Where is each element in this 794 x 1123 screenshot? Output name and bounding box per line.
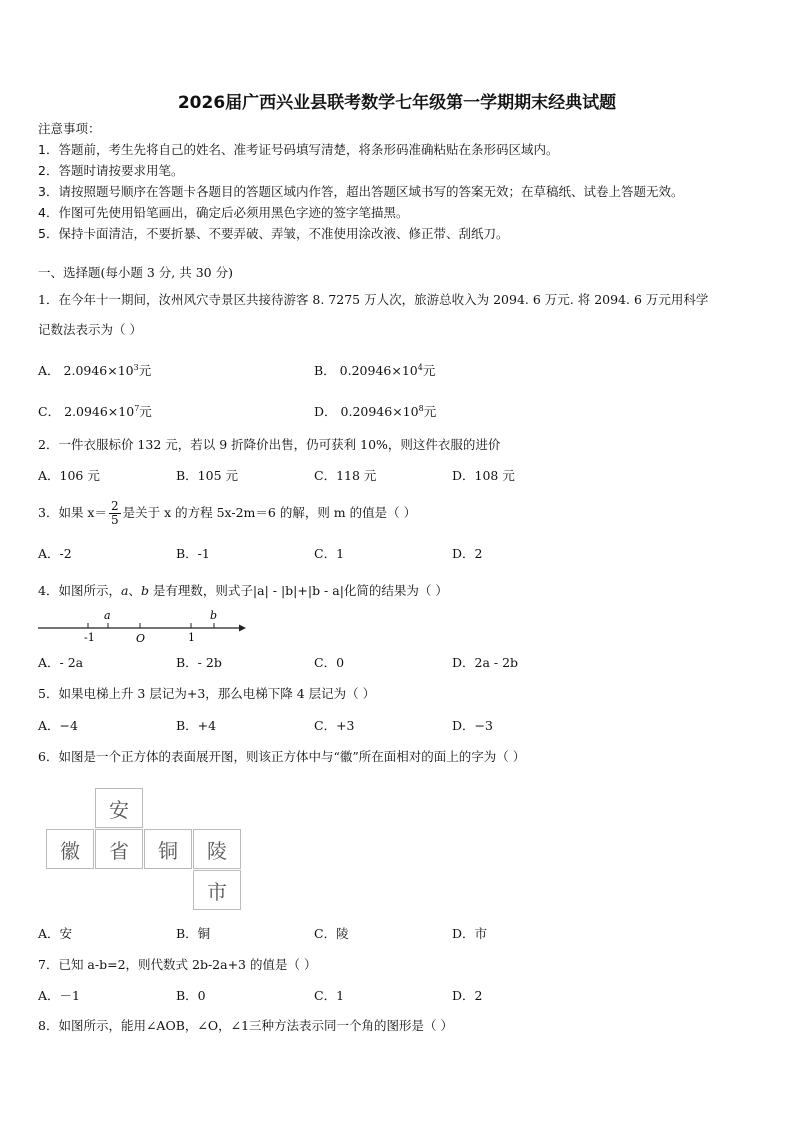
q2-text: 2．一件衣服标价 132 元，若以 9 折降价出售，仍可获利 10%，则这件衣服的进价 xyxy=(38,437,501,452)
notice-item-5: 5．保持卡面清洁，不要折暴、不要弄破、弄皱，不准使用涂改液、修正带、刮纸刀。 xyxy=(38,226,509,241)
net-cell-hui: 徽 xyxy=(46,829,94,869)
q7-option-d[interactable]: D．2 xyxy=(452,988,483,1003)
q1-option-d[interactable]: D． $0.20946\times 10^8$元 xyxy=(314,404,437,420)
axis-label-one: 1 xyxy=(188,631,195,644)
q2-option-b[interactable]: B．105 元 xyxy=(176,468,239,483)
q1-option-b[interactable]: B． $0.20946\times 10^4$元 xyxy=(314,363,436,379)
q3-option-b[interactable]: B．-1 xyxy=(176,546,210,561)
net-cell-sheng: 省 xyxy=(95,829,143,869)
q5-option-a[interactable]: A．−4 xyxy=(38,718,78,733)
q1-option-c[interactable]: C． $2.0946\times 10^7$元 xyxy=(38,404,152,420)
notice-item-2: 2．答题时请按要求用笔。 xyxy=(38,163,184,178)
axis-point-a: a xyxy=(104,609,111,622)
net-cell-ling: 陵 xyxy=(193,829,241,869)
page-title: 2026届广西兴业县联考数学七年级第一学期期末经典试题 xyxy=(177,93,617,113)
q3-fraction: $\frac{2}{5}$ xyxy=(110,499,119,527)
q4-text: 4．如图所示，a、b 是有理数，则式子|a| - |b|+|b - a|化简的结果为（ ） xyxy=(38,583,448,598)
notice-item-3: 3．请按照题号顺序在答题卡各题目的答题区域内作答，超出答题区域书写的答案无效；在草稿纸、试卷上答题无效。 xyxy=(38,184,684,199)
number-line-figure xyxy=(36,606,252,646)
q2-option-d[interactable]: D．108 元 xyxy=(452,468,515,483)
q4-option-b[interactable]: B．- 2b xyxy=(176,655,222,670)
q7-option-a[interactable]: A．－1 xyxy=(38,988,80,1003)
q5-option-c[interactable]: C．+3 xyxy=(314,718,355,733)
q6-text: 6．如图是一个正方体的表面展开图，则该正方体中与“徽”所在面相对的面上的字为（ ） xyxy=(38,749,526,764)
q3-option-c[interactable]: C．1 xyxy=(314,546,345,561)
q5-option-d[interactable]: D．−3 xyxy=(452,718,493,733)
q2-option-a[interactable]: A．106 元 xyxy=(38,468,100,483)
notice-item-1: 1．答题前，考生先将自己的姓名、准考证号码填写清楚，将条形码准确粘贴在条形码区域内。 xyxy=(38,142,559,157)
q1-option-a[interactable]: A． $2.0946\times 10^3$元 xyxy=(38,363,152,379)
q6-option-c[interactable]: C．陵 xyxy=(314,926,349,941)
q1-text-line1: 1．在今年十一期间，汝州风穴寺景区共接待游客 8. 7275 万人次，旅游总收入为 2094. 6 万元. 将 2094. 6 万元用科学 xyxy=(38,292,709,307)
q5-text: 5．如果电梯上升 3 层记为+3，那么电梯下降 4 层记为（ ） xyxy=(38,686,376,701)
section-heading: 一、选择题(每小题 3 分, 共 30 分) xyxy=(38,265,233,280)
q7-text: 7．已知 a-b=2，则代数式 2b-2a+3 的值是（ ） xyxy=(38,957,317,972)
q3-text: 3．如果 x＝ $\frac{2}{5}$ 是关于 x 的方程 5x-2m＝6 的解，则 m 的值是（ ） xyxy=(38,499,417,527)
q6-option-b[interactable]: B．铜 xyxy=(176,926,211,941)
net-cell-an: 安 xyxy=(95,788,143,828)
axis-point-b: b xyxy=(210,609,218,622)
q3-option-d[interactable]: D．2 xyxy=(452,546,483,561)
q6-option-a[interactable]: A．安 xyxy=(38,926,73,941)
net-cell-shi: 市 xyxy=(193,870,241,910)
q4-option-a[interactable]: A．- 2a xyxy=(38,655,84,670)
axis-label-origin: O xyxy=(136,632,146,645)
q8-text: 8．如图所示，能用∠AOB，∠O，∠1三种方法表示同一个角的图形是（ ） xyxy=(38,1018,454,1033)
q5-option-b[interactable]: B．+4 xyxy=(176,718,217,733)
q3-option-a[interactable]: A．-2 xyxy=(38,546,72,561)
q4-option-c[interactable]: C．0 xyxy=(314,655,345,670)
q1-text-line2: 记数法表示为（ ） xyxy=(38,322,142,337)
q6-option-d[interactable]: D．市 xyxy=(452,926,488,941)
axis-label-minus1: -1 xyxy=(84,631,95,644)
notice-item-4: 4．作图可先使用铅笔画出，确定后必须用黑色字迹的签字笔描黑。 xyxy=(38,205,409,220)
q7-option-b[interactable]: B．0 xyxy=(176,988,206,1003)
q2-option-c[interactable]: C．118 元 xyxy=(314,468,377,483)
q7-option-c[interactable]: C．1 xyxy=(314,988,345,1003)
net-cell-tong: 铜 xyxy=(144,829,192,869)
q4-option-d[interactable]: D．2a - 2b xyxy=(452,655,519,670)
notice-heading: 注意事项： xyxy=(38,121,101,136)
